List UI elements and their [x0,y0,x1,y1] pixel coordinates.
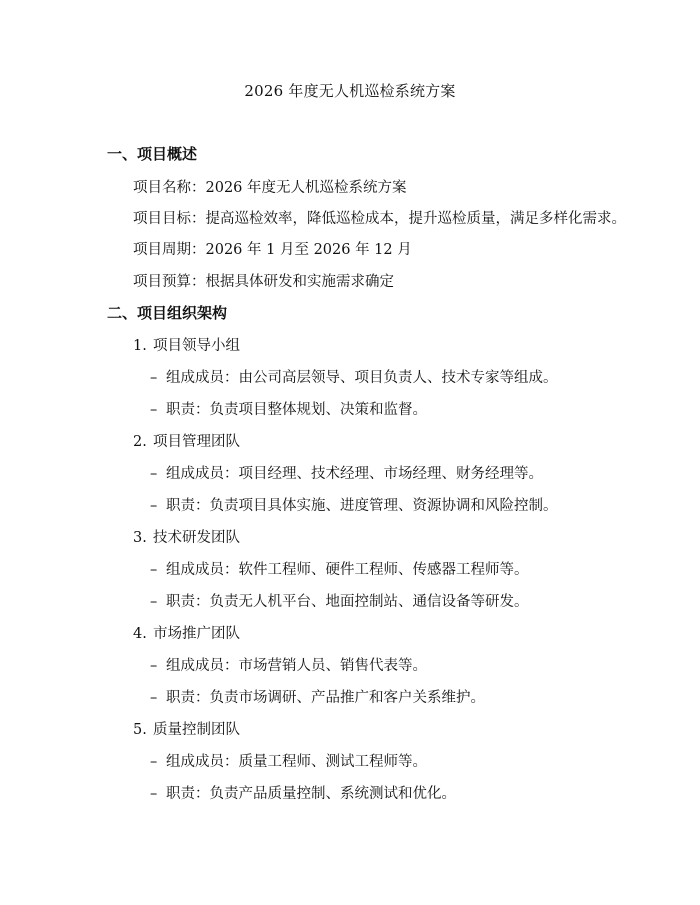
bullet-marker: – [150,562,158,578]
list-item-text: 职责：负责无人机平台、地面控制站、通信设备等研发。 [166,594,529,610]
list-item-text: 组成成员：质量工程师、测试工程师等。 [166,754,427,770]
project-goal-line: 项目目标：提高巡检效率，降低巡检成本，提升巡检质量，满足多样化需求。 [133,211,626,227]
list-item [150,558,529,579]
bullet-marker: – [150,594,158,610]
list-item [150,398,427,419]
project-budget-line: 项目预算：根据具体研发和实施需求确定 [133,274,394,290]
group-number: 5. [133,722,147,738]
project-name-line: 项目名称：2026 年度无人机巡检系统方案 [133,180,407,196]
group-number: 4. [133,626,147,642]
section-heading-organization: 二、项目组织架构 [107,304,228,322]
group-title-text: 质量控制团队 [153,722,240,738]
bullet-marker: – [150,786,158,802]
group-number: 3. [133,530,147,546]
list-item-text: 组成成员：软件工程师、硬件工程师、传感器工程师等。 [166,562,529,578]
list-item-text: 职责：负责项目整体规划、决策和监督。 [166,402,427,418]
bullet-marker: – [150,658,158,674]
group-title-management [133,430,240,451]
group-title-quality [133,718,240,739]
group-number: 2. [133,434,147,450]
list-item [150,782,456,803]
list-item [150,686,485,707]
list-item-text: 组成成员：由公司高层领导、项目负责人、技术专家等组成。 [166,370,558,386]
list-item [150,654,427,675]
list-item [150,366,558,387]
document-title: 2026 年度无人机巡检系统方案 [244,82,456,100]
bullet-marker: – [150,402,158,418]
list-item [150,590,529,611]
bullet-marker: – [150,690,158,706]
project-period-line: 项目周期：2026 年 1 月至 2026 年 12 月 [133,242,412,258]
group-title-text: 市场推广团队 [153,626,240,642]
group-title-text: 技术研发团队 [153,530,240,546]
section-heading-overview: 一、项目概述 [107,145,198,163]
group-title-rnd [133,526,240,547]
list-item [150,750,427,771]
bullet-marker: – [150,754,158,770]
group-title-text: 项目领导小组 [153,338,240,354]
bullet-marker: – [150,370,158,386]
group-title-marketing [133,622,240,643]
list-item-text: 职责：负责产品质量控制、系统测试和优化。 [166,786,456,802]
list-item-text: 组成成员：项目经理、技术经理、市场经理、财务经理等。 [166,466,543,482]
bullet-marker: – [150,498,158,514]
group-number: 1. [133,338,147,354]
list-item-text: 组成成员：市场营销人员、销售代表等。 [166,658,427,674]
bullet-marker: – [150,466,158,482]
list-item [150,494,558,515]
group-title-leadership [133,334,240,355]
group-title-text: 项目管理团队 [153,434,240,450]
list-item-text: 职责：负责市场调研、产品推广和客户关系维护。 [166,690,485,706]
list-item-text: 职责：负责项目具体实施、进度管理、资源协调和风险控制。 [166,498,558,514]
list-item [150,462,543,483]
